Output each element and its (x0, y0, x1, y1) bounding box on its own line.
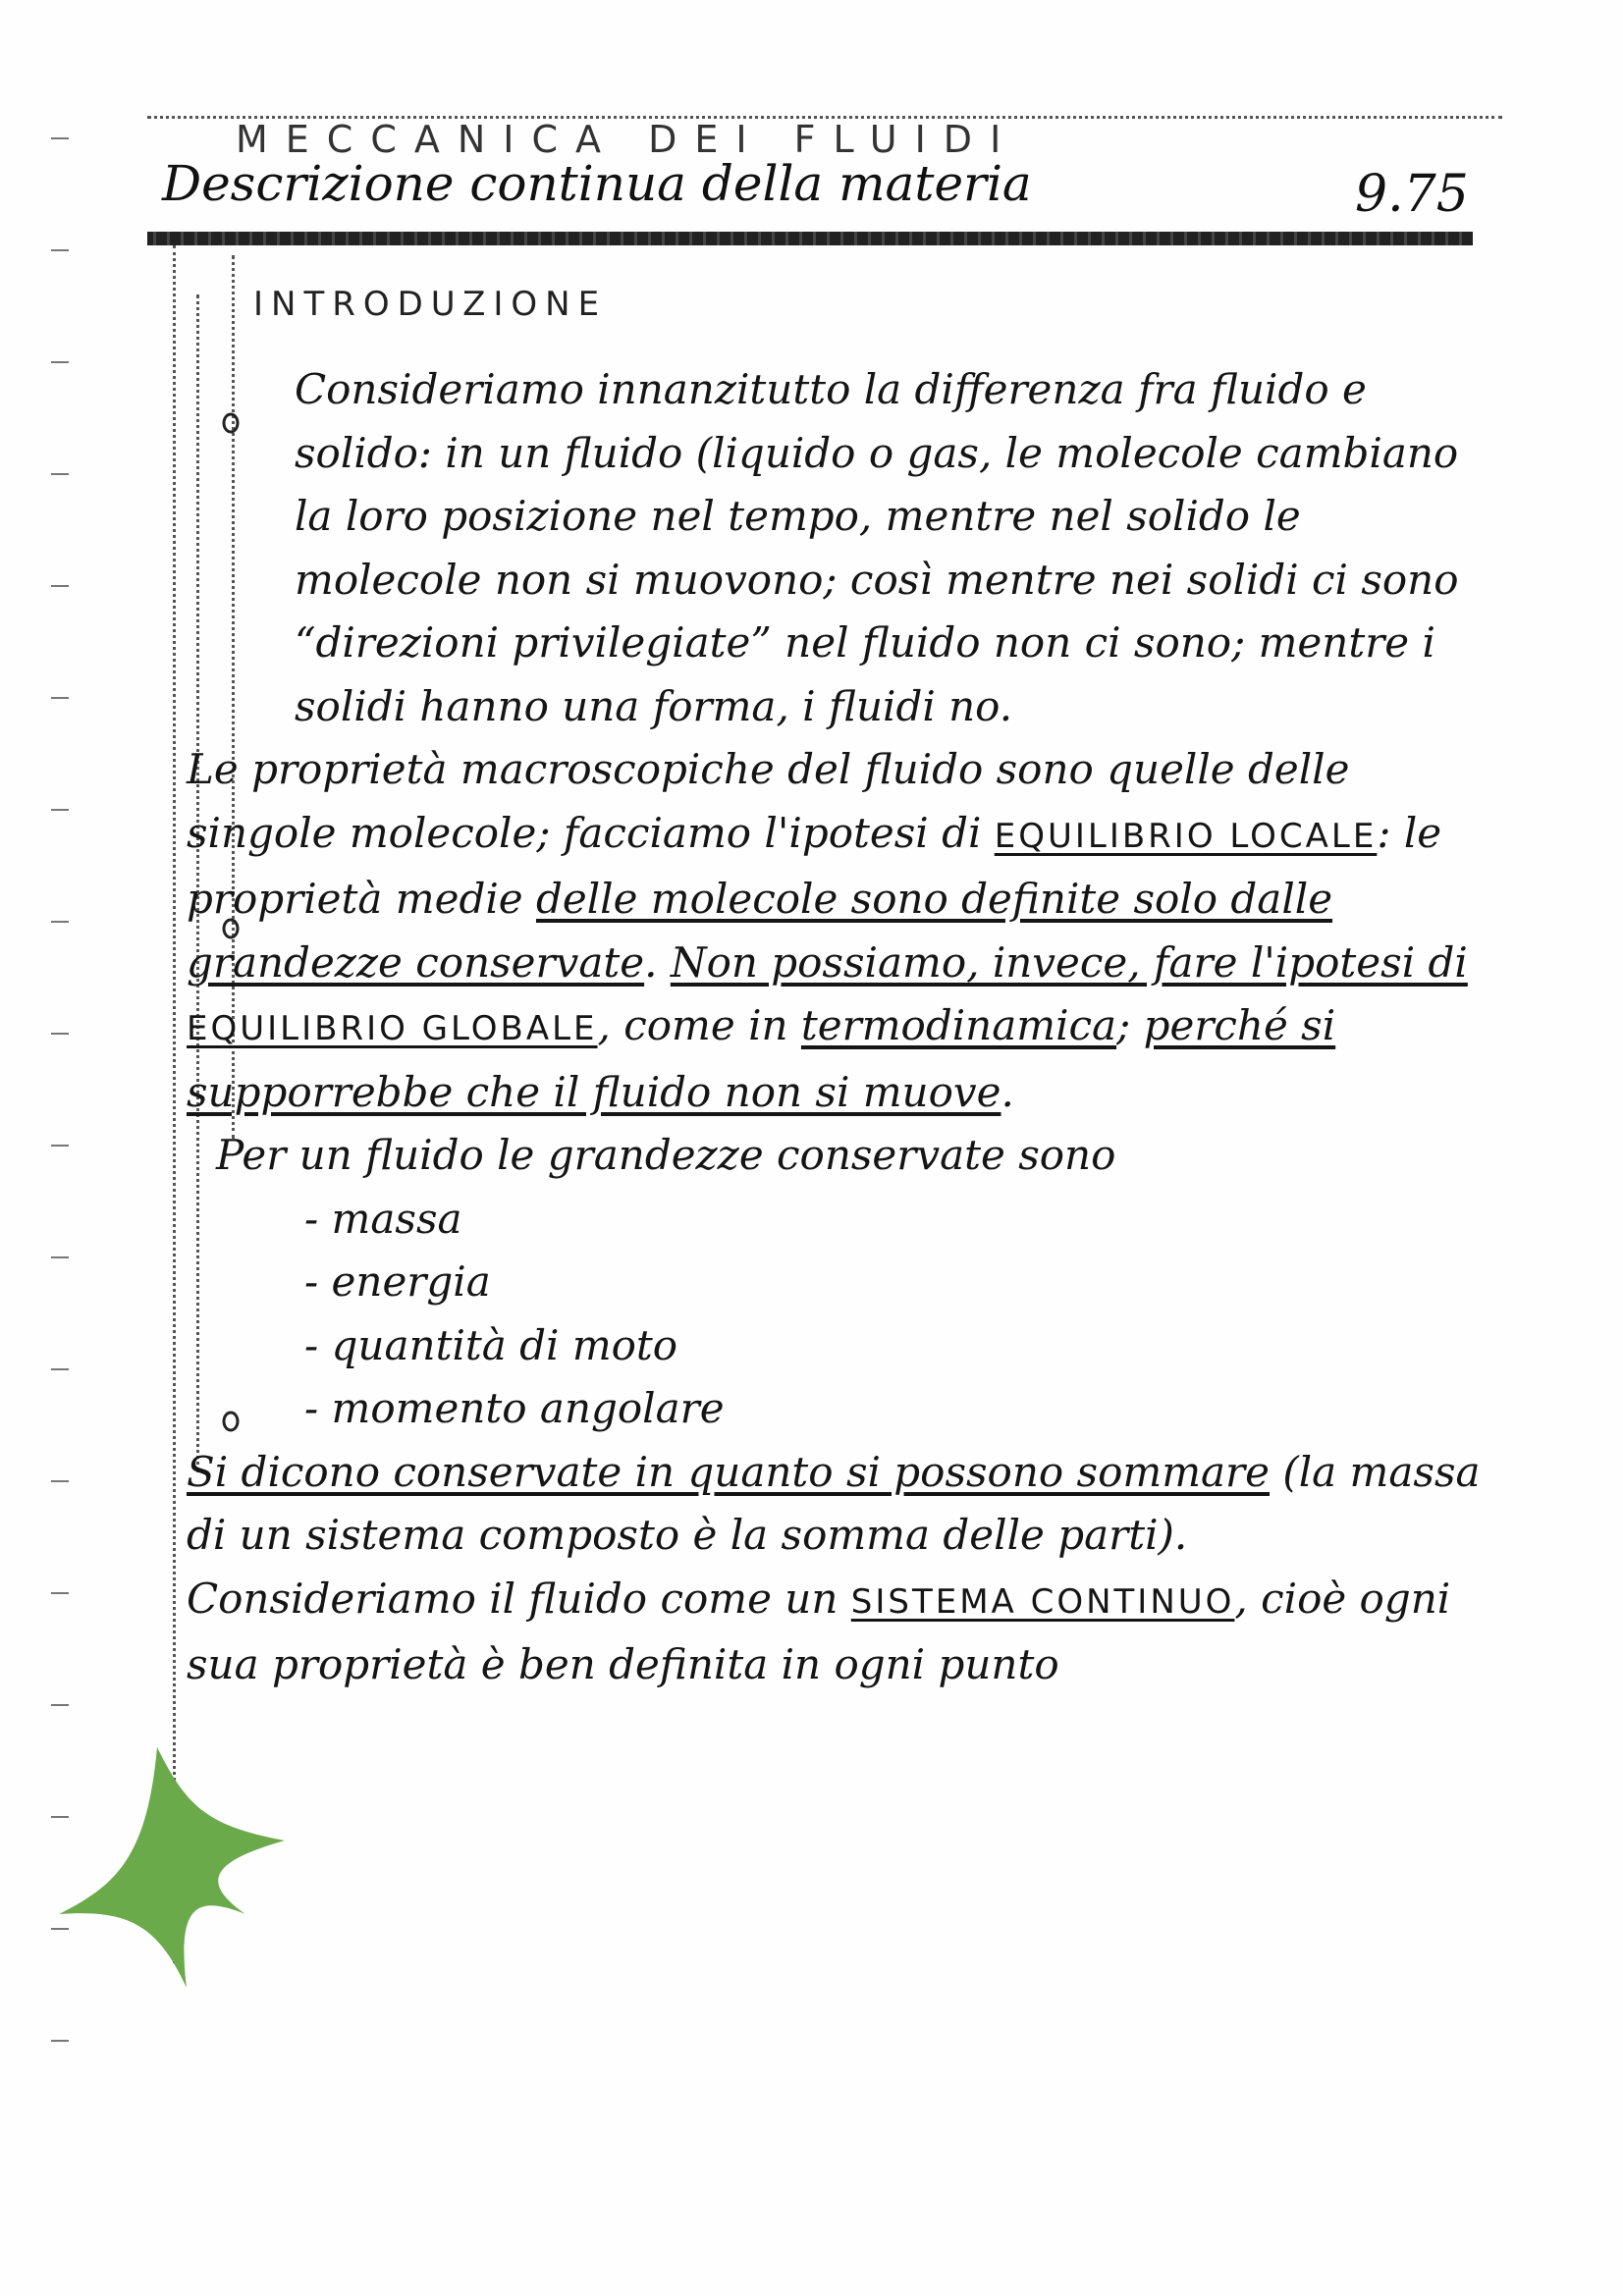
green-star-sticker-icon (59, 1747, 432, 2042)
paragraph-equilibrium (187, 738, 1492, 1124)
term-local-equilibrium: EQUILIBRIO LOCALE (994, 816, 1378, 856)
section-heading: INTRODUZIONE (253, 285, 608, 324)
list-item: - momento angolare (304, 1377, 1492, 1441)
paragraph-continuum (187, 1568, 1492, 1697)
underlined-text: delle molecole sono definite solo dalle grandezze conservate (187, 875, 1333, 987)
underlined-text: perché si supporrebbe che il fluido non si muove (187, 1001, 1336, 1116)
dotted-margin-line (173, 245, 176, 1963)
text-run: . (644, 937, 671, 987)
text-run: : le proprietà medie (187, 808, 1442, 923)
paragraph-intro: Consideriamo innanzitutto la differenza fra fluido e solido: in un fluido (liquido o gas, le molecole cambiano la loro posizione nel tempo, mentre nel solido le molecole non si muovono; così mentre nei solidi ci sono “direzioni privilegiate” nel fluido non ci sono; mentre i solidi hanno una forma, i fluidi no. (295, 365, 1459, 730)
text-run: Le proprietà macroscopiche del fluido sono quelle delle singole molecole; facciamo l'ipotesi di (187, 745, 1350, 857)
text-run: , cioè ogni sua proprietà è ben definita in ogni punto (187, 1574, 1451, 1688)
paragraph-sum (187, 1441, 1492, 1568)
underlined-text: Si dicono conservate in quanto si possono sommare (187, 1447, 1270, 1496)
paragraph-conserved: Per un fluido le grandezze conservate sono (216, 1131, 1116, 1179)
list-item: - energia (304, 1251, 1492, 1314)
faint-header-title: MECCANICA DEI FLUIDI (236, 118, 1019, 161)
text-run: Consideriamo il fluido come un (187, 1574, 851, 1623)
term-global-equilibrium: EQUILIBRIO GLOBALE (187, 1009, 598, 1048)
text-run: , come in (597, 1001, 801, 1049)
list-item: - quantità di moto (304, 1314, 1492, 1378)
header-rule (147, 232, 1473, 245)
text-run: (la massa di un sistema composto è la somma delle parti). (187, 1447, 1481, 1559)
text-run: ; (1116, 1001, 1144, 1049)
notes-body (187, 358, 1492, 1697)
text-run: . (1001, 1067, 1014, 1116)
list-item: - massa (304, 1188, 1492, 1252)
underlined-text: Non possiamo, invece, fare l'ipotesi di (670, 937, 1468, 987)
page-title: Descrizione continua della materia (162, 155, 1032, 212)
underlined-text: termodinamica (800, 1001, 1117, 1049)
conserved-quantities-list (187, 1188, 1492, 1441)
term-continuous-system: SISTEMA CONTINUO (850, 1581, 1235, 1622)
page-number: 9.75 (1355, 165, 1469, 224)
